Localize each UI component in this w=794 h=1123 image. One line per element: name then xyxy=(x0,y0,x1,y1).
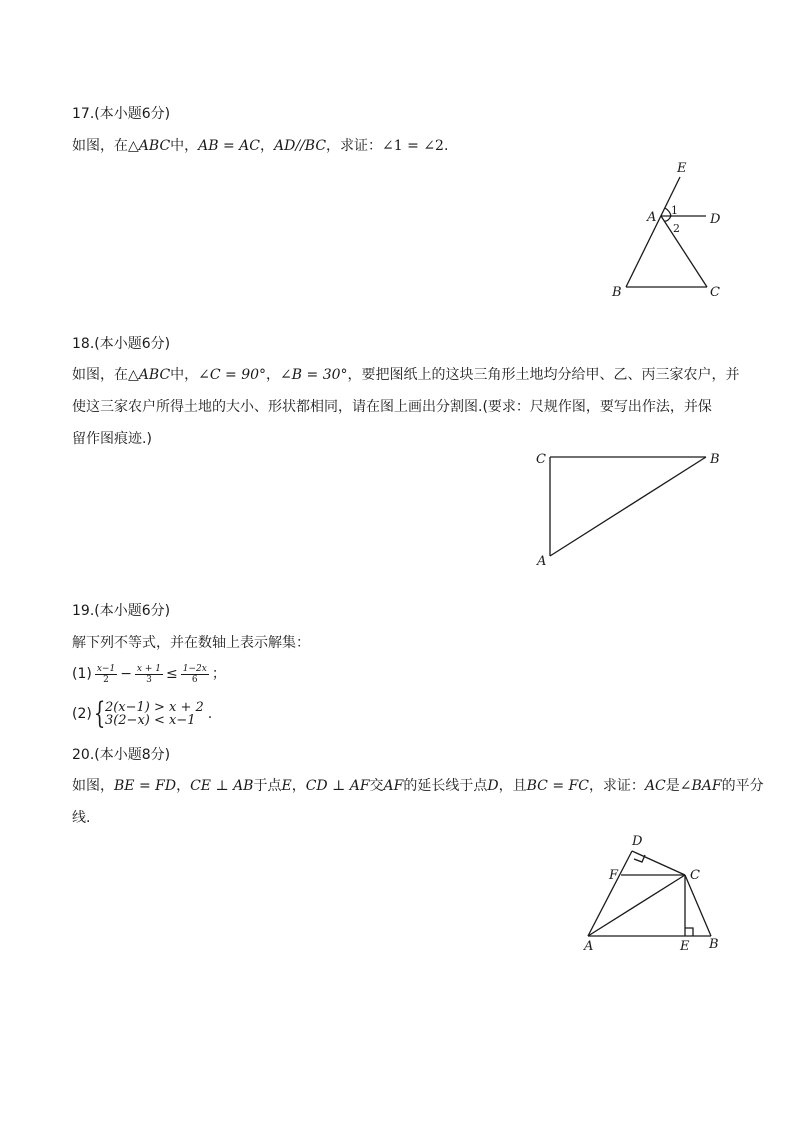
q20-right-angle-e xyxy=(685,928,693,936)
q20-header: 20.(本小题8分) xyxy=(72,747,171,763)
q17-text: 如图，在 xyxy=(72,138,128,154)
q17-label-d: D xyxy=(710,212,721,227)
q18-condition-2: ∠B = 30° xyxy=(280,367,348,383)
q17-label-e: E xyxy=(677,161,687,176)
q17-sep: ， xyxy=(260,138,275,154)
q17-label-1: 1 xyxy=(671,204,678,217)
q20-line-dc xyxy=(632,851,685,875)
q19-system-end: . xyxy=(207,706,213,722)
q18-line-2: 使这三家农户所得土地的大小、形状都相同，请在图上画出分割图.(要求：尺规作图，要写出作法，并保 xyxy=(72,399,712,415)
q20-point-e: E xyxy=(281,778,292,794)
q20-label-d: D xyxy=(632,834,643,849)
q20-label-c: C xyxy=(690,868,700,883)
q19-fraction-2: $\frac{x + 1}{3}$ xyxy=(136,663,161,685)
q20-condition-3: CD ⊥ AF xyxy=(305,778,370,794)
q18-text: ，要把图纸上的这块三角形土地均分给甲、乙、丙三家农户，并 xyxy=(347,367,740,383)
q19-fraction-1: $\frac{x-1}{2}$ xyxy=(96,663,116,685)
triangle-symbol: △ xyxy=(128,367,139,383)
q20-label-f: F xyxy=(609,868,619,883)
q17-text: 中， xyxy=(170,138,199,154)
q19-le: ≤ xyxy=(166,666,178,682)
q18-text: 如图，在 xyxy=(72,367,128,383)
q20-label-b: B xyxy=(709,937,719,952)
q17-label-a: A xyxy=(647,210,657,225)
q17-condition-2: AD//BC xyxy=(274,138,327,154)
q19-end: ； xyxy=(211,666,226,682)
q18-triangle-name: ABC xyxy=(138,367,171,383)
q20-condition-1: BE = FD xyxy=(114,778,177,794)
q20-line-1: 如图，BE = FD，CE ⊥ AB于点E，CD ⊥ AF交AF的延长线于点D，且BC = FC，求证：AC是∠BAF的平分 xyxy=(72,778,764,794)
q17-end: . xyxy=(443,138,449,154)
q20-angle-baf: ∠BAF xyxy=(679,778,722,794)
q20-line-cb xyxy=(685,875,711,936)
q18-line-3: 留作图痕迹.) xyxy=(72,431,152,447)
q17-header: 17.(本小题6分) xyxy=(72,106,171,122)
q19-system-line-1: 2(x−1) > x + 2 xyxy=(104,700,204,715)
q19-header: 19.(本小题6分) xyxy=(72,603,171,619)
q18-text: 中， xyxy=(170,367,199,383)
q19-intro: 解下列不等式，并在数轴上表示解集： xyxy=(72,635,310,651)
q20-label-a: A xyxy=(584,939,594,954)
q19-minus: − xyxy=(120,666,132,682)
q18-header: 18.(本小题6分) xyxy=(72,336,171,352)
q19-fraction-3: $\frac{1-2x}{6}$ xyxy=(182,663,207,685)
q17-label-2: 2 xyxy=(673,222,680,235)
q19-brace: { xyxy=(93,696,106,731)
q18-label-a: A xyxy=(537,554,547,569)
q20-line-ad xyxy=(588,851,632,936)
q20-segment-af: AF xyxy=(383,778,404,794)
q20-condition-2: CE ⊥ AB xyxy=(190,778,254,794)
q17-label-b: B xyxy=(612,285,622,300)
triangle-symbol: △ xyxy=(128,138,139,154)
q17-condition-1: AB = AC xyxy=(198,138,261,154)
q20-condition-4: BC = FC xyxy=(526,778,589,794)
q18-condition-1: ∠C = 90° xyxy=(198,367,267,383)
q18-label-b: B xyxy=(710,452,720,467)
q20-line-ac xyxy=(588,875,685,936)
q19-system-line-2: 3(2−x) < x−1 xyxy=(104,713,196,728)
q20-segment-ac: AC xyxy=(644,778,666,794)
q18-sep: ， xyxy=(266,367,281,383)
q20-label-e: E xyxy=(680,939,690,954)
q20-line-2: 线. xyxy=(72,810,91,826)
q17-claim: ∠1 = ∠2 xyxy=(382,138,444,154)
q19-part-2-label: (2) xyxy=(72,706,92,722)
q20-point-d: D xyxy=(487,778,499,794)
q18-label-c: C xyxy=(536,452,546,467)
q17-triangle-name: ABC xyxy=(138,138,171,154)
q19-part-1-label: (1) xyxy=(72,666,92,682)
q17-text: ，求证： xyxy=(326,138,383,154)
q17-label-c: C xyxy=(710,285,720,300)
